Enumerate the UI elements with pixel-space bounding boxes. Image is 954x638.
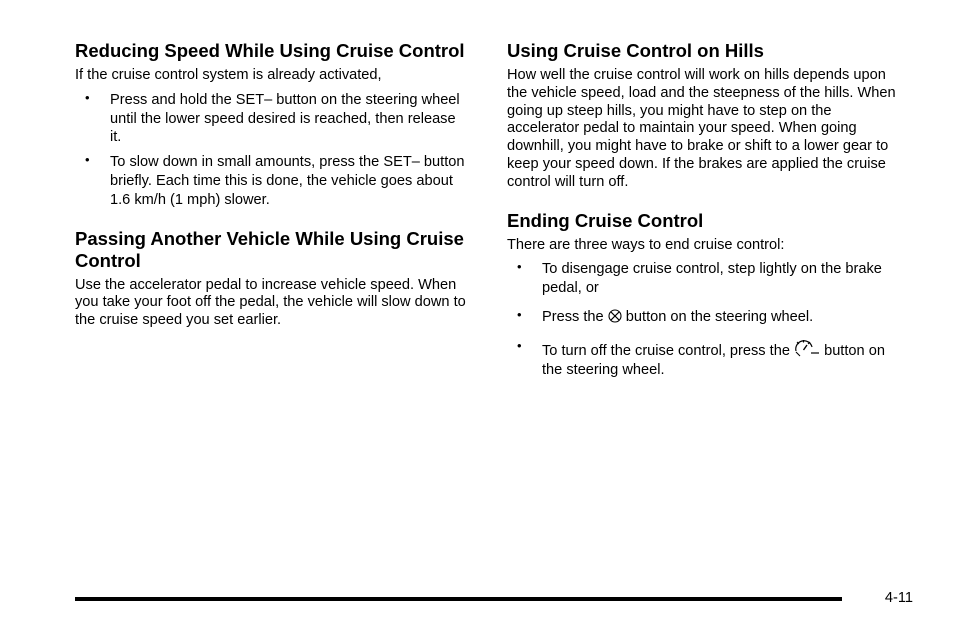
list-item-text: button on the steering wheel.: [542, 342, 885, 378]
cancel-cruise-icon: [608, 308, 622, 323]
bullet-icon: •: [517, 259, 522, 275]
reducing-speed-intro: If the cruise control system is already activated,: [75, 67, 382, 83]
left-column: [75, 40, 470, 330]
list-item-text: Press and hold the SET– button on the steering wheel until the lower speed desired is reached, then release it.: [110, 91, 460, 146]
heading-reducing-speed: Reducing Speed While Using Cruise Control: [75, 40, 465, 61]
bullet-icon: •: [85, 152, 90, 168]
ending-cruise-intro: There are three ways to end cruise control:: [507, 236, 785, 253]
heading-passing-vehicle: Passing Another Vehicle While Using Cruise Control: [75, 227, 464, 271]
passing-vehicle-body: Use the accelerator pedal to increase vehicle speed. When you take your foot off the pedal, the vehicle will slow down to the cruise speed you set earlier.: [75, 276, 466, 329]
bullet-icon: •: [517, 337, 522, 353]
hills-body: How well the cruise control will work on hills depends upon the vehicle speed, load and the steepness of the hills. When going up steep hills, you might have to step on the accelerator pedal to maintain your speed. When going downhill, you might have to brake or shift to a lower gear to keep your speed down. If the brakes are applied the cruise control will turn off.: [507, 67, 896, 190]
list-item-text: To disengage cruise control, step lightly on the brake pedal, or: [542, 261, 882, 297]
list-item: [507, 339, 907, 380]
list-item: [507, 308, 907, 327]
heading-ending-cruise: Ending Cruise Control: [507, 209, 704, 231]
bullet-icon: •: [85, 89, 90, 105]
ending-cruise-list: [507, 260, 907, 379]
page-number: 4-11: [884, 590, 913, 606]
list-item-text: button on the steering wheel.: [625, 308, 814, 325]
bullet-icon: •: [517, 306, 522, 322]
list-item-text: Press the: [542, 308, 604, 325]
reducing-speed-list: [75, 91, 470, 210]
list-item: [75, 153, 470, 209]
list-item: [507, 260, 907, 298]
footer-rule: [75, 597, 842, 601]
list-item-text: To turn off the cruise control, press the: [542, 342, 790, 359]
cruise-control-on-off-icon: [794, 339, 820, 357]
list-item-text: To slow down in small amounts, press the SET– button briefly. Each time this is done, the vehicle goes about 1.6 km/h (1 mph) slower.: [110, 154, 465, 208]
heading-hills: Using Cruise Control on Hills: [507, 40, 764, 61]
list-item: [75, 91, 470, 147]
right-column: [507, 40, 907, 385]
